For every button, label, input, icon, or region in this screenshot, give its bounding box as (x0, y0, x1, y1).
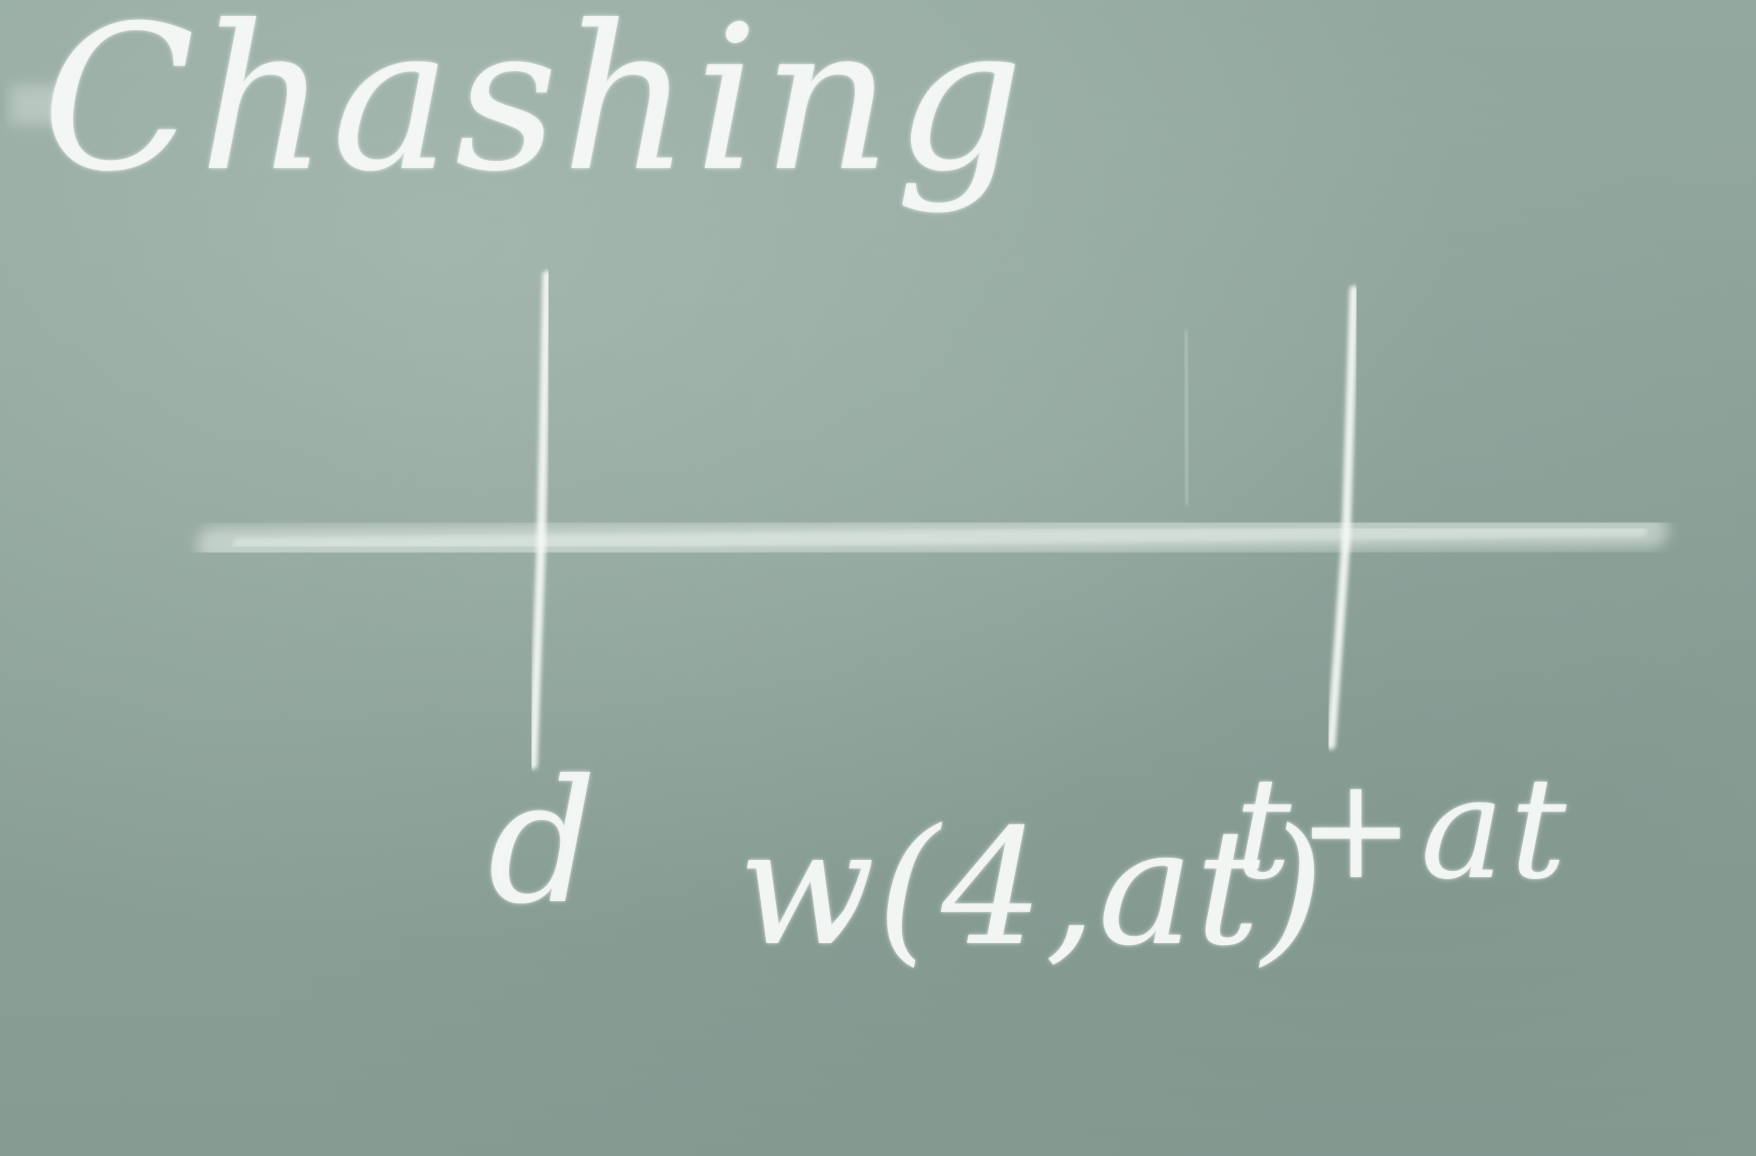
start-label: d (488, 744, 597, 942)
start-marker-line (533, 275, 547, 765)
faint-vertical-mark (1185, 330, 1188, 505)
board-title: Chashing (42, 0, 1028, 216)
duration-label: w(4,at) (738, 794, 1327, 981)
end-label: t+at (1235, 748, 1573, 911)
